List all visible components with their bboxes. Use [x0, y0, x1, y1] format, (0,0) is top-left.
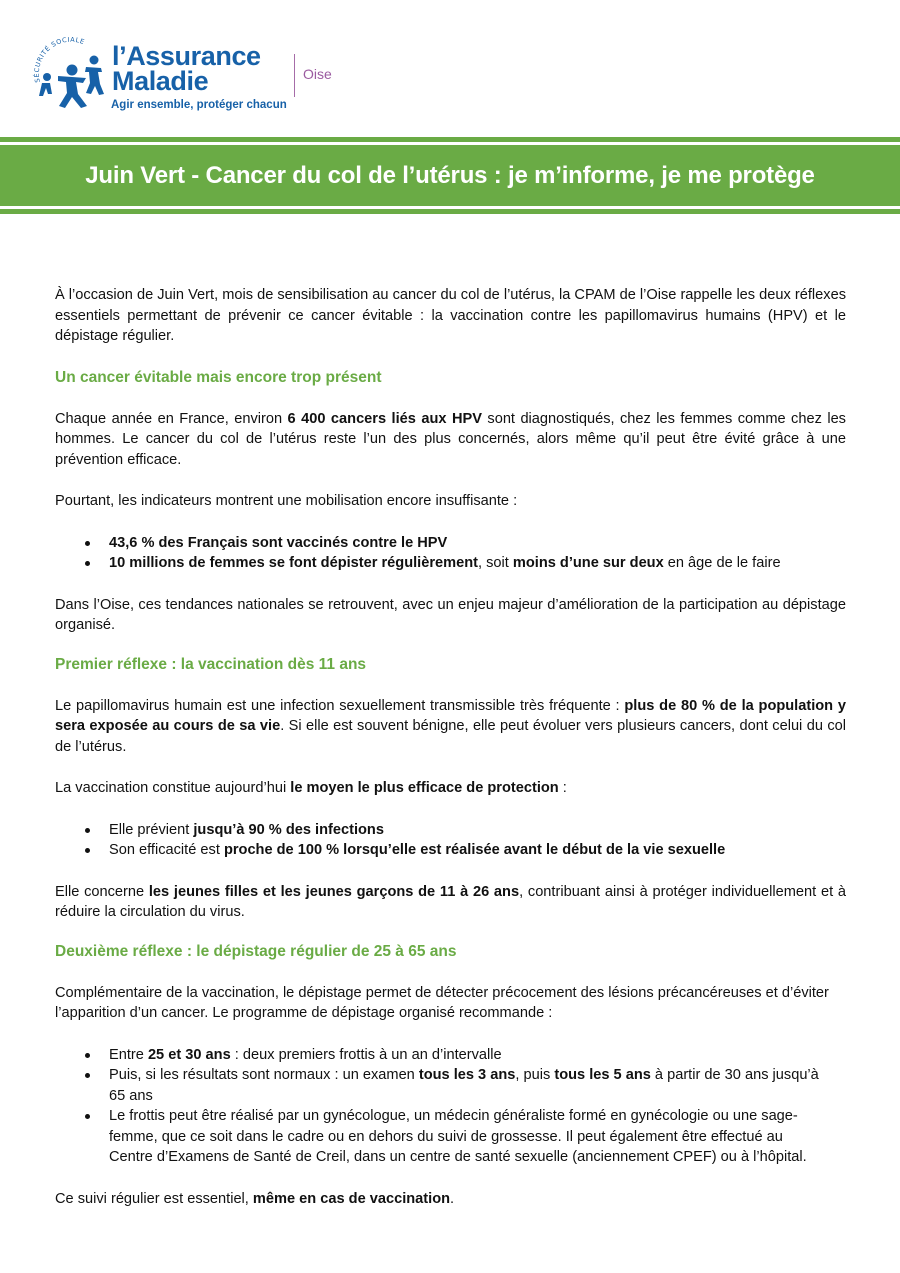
section-heading-3: Deuxième réflexe : le dépistage régulier de 25 à 65 ans — [55, 942, 457, 960]
section3-list — [55, 1045, 830, 1168]
page-header — [0, 0, 900, 135]
brand-divider — [294, 54, 295, 97]
assurance-maladie-logo — [28, 34, 112, 112]
list-item: Elle prévient jusqu’à 90 % des infections — [55, 820, 846, 841]
section1-paragraph-2: Pourtant, les indicateurs montrent une mobilisation encore insuffisante : — [55, 493, 518, 509]
banner-rule-bottom — [0, 209, 900, 214]
section2-paragraph-2: La vaccination constitue aujourd’hui le moyen le plus efficace de protection : — [55, 780, 567, 796]
section2-list — [55, 820, 846, 861]
list-item: Le frottis peut être réalisé par un gynécologue, un médecin généraliste formé en gynécologie ou une sage-femme, que ce soit dans le cadre ou en dehors du suivi de grossesse. Il peut également être effectué au Centre d’Examens de Santé de Creil, dans un centre de santé sexuelle (anciennement CPEF) ou à l’hôpital. — [55, 1106, 830, 1168]
section3-paragraph-1: Complémentaire de la vaccination, le dépistage permet de détecter précocement des lésions précancéreuses et d’éviter l’apparition d’un cancer. Le programme de dépistage organisé recommande : — [55, 984, 829, 1021]
list-item: Puis, si les résultats sont normaux : un examen tous les 3 ans, puis tous les 5 ans à partir de 30 ans jusqu’à 65 ans — [55, 1065, 830, 1106]
list-item: Son efficacité est proche de 100 % lorsqu’elle est réalisée avant le début de la vie sexuelle — [55, 840, 846, 861]
brand-line-1: l’Assurance — [112, 41, 261, 71]
article-body — [55, 285, 846, 1209]
intro-paragraph: À l’occasion de Juin Vert, mois de sensibilisation au cancer du col de l’utérus, la CPAM de l’Oise rappelle les deux réflexes essentiels permettant de prévenir ce cancer évitable : la vaccination contre les papillomavirus humains (HPV) et le dépistage régulier. — [55, 287, 846, 344]
page-title: Juin Vert - Cancer du col de l’utérus : je m’informe, je me protège — [85, 161, 815, 189]
brand-line-2: Maladie — [112, 66, 209, 96]
section3-paragraph-2: Ce suivi régulier est essentiel, même en cas de vaccination. — [55, 1190, 455, 1207]
section2-paragraph-3: Elle concerne les jeunes filles et les jeunes garçons de 11 à 26 ans, contribuant ainsi à protéger individuellement et à réduire la circulation du virus. — [55, 883, 847, 920]
brand-name — [112, 41, 261, 96]
title-banner — [0, 145, 900, 206]
svg-text:SÉCURITÉ SOCIALE: SÉCURITÉ SOCIALE — [32, 35, 86, 84]
section-heading-2: Premier réflexe : la vaccination dès 11 ans — [55, 655, 367, 673]
list-item: 43,6 % des Français sont vaccinés contre le HPV — [55, 533, 846, 554]
section1-list — [55, 533, 846, 574]
section2-paragraph-1: Le papillomavirus humain est une infection sexuellement transmissible très fréquente : plus de 80 % de la population y sera exposée au cours de sa vie. Si elle est souvent bénigne, elle peut évoluer vers plusieurs cancers, dont celui du col de l’utérus. — [55, 697, 846, 755]
list-item: 10 millions de femmes se font dépister régulièrement, soit moins d’une sur deux en âge de le faire — [55, 553, 846, 574]
section1-paragraph-3: Dans l’Oise, ces tendances nationales se retrouvent, avec un enjeu majeur d’amélioration de la participation au dépistage organisé. — [55, 596, 846, 633]
section-heading-1: Un cancer évitable mais encore trop présent — [55, 368, 382, 386]
banner-rule-top — [0, 137, 900, 142]
brand-region: Oise — [303, 66, 332, 82]
list-item: Entre 25 et 30 ans : deux premiers frottis à un an d’intervalle — [55, 1045, 830, 1066]
section1-paragraph-1: Chaque année en France, environ 6 400 cancers liés aux HPV sont diagnostiqués, chez les femmes comme chez les hommes. Le cancer du col de l’utérus reste l’un des plus concernés, alors même qu’il peut être évité grâce à une prévention efficace. — [55, 410, 846, 468]
brand-tagline: Agir ensemble, protéger chacun — [111, 99, 287, 111]
